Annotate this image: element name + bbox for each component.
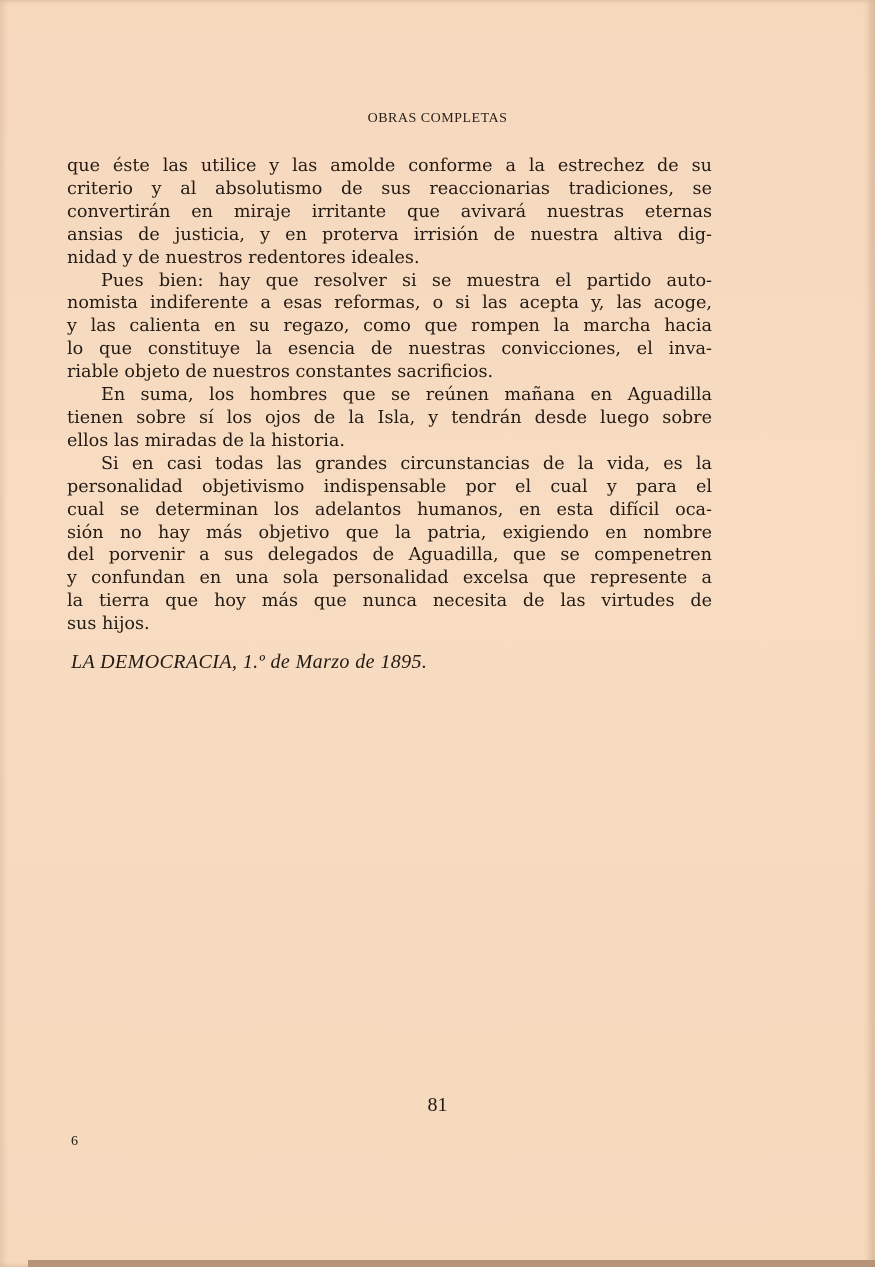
text-line: nidad y de nuestros redentores ideales. [67,247,420,268]
text-line: tienen sobre sí los ojos de la Isla, y tendrán desde luego sobre [67,407,712,428]
text-line: sus hijos. [67,614,150,635]
text-line: personalidad objetivismo indispensable por el cual y para el [67,476,712,497]
source-citation: LA DEMOCRACIA, 1.º de Marzo de 1895. [71,651,428,673]
page-edge [28,1260,875,1267]
text-line: y confundan en una sola personalidad excelsa que represente a [67,568,712,589]
text-line: ellos las miradas de la historia. [67,430,345,451]
text-line: del porvenir a sus delegados de Aguadilla, que se compenetren [67,545,712,566]
text-line: cual se determinan los adelantos humanos, en esta difícil oca- [67,499,712,520]
signature-mark: 6 [71,1134,78,1149]
text-line: Pues bien: hay que resolver si se muestra el partido auto- [101,270,712,291]
text-line: ansias de justicia, y en proterva irrisión de nuestra altiva dig- [67,224,712,245]
text-line: nomista indiferente a esas reformas, o si las acepta y, las acoge, [67,293,712,314]
text-line: En suma, los hombres que se reúnen mañana en Aguadilla [101,385,712,406]
text-line: la tierra que hoy más que nunca necesita de las virtudes de [67,591,712,612]
text-line: lo que constituye la esencia de nuestras convicciones, el inva- [67,339,712,360]
text-line: Si en casi todas las grandes circunstancias de la vida, es la [101,453,712,474]
running-head: OBRAS COMPLETAS [367,111,508,126]
body-text [67,155,712,636]
text-line: sión no hay más objetivo que la patria, exigiendo en nombre [67,522,712,543]
page-number: 81 [427,1094,448,1116]
text-line: riable objeto de nuestros constantes sacrificios. [67,362,494,383]
text-line: criterio y al absolutismo de sus reaccionarias tradiciones, se [67,178,712,199]
text-line: convertirán en miraje irritante que avivará nuestras eternas [67,201,712,222]
text-line: y las calienta en su regazo, como que rompen la marcha hacia [67,316,712,337]
text-line: que éste las utilice y las amolde conforme a la estrechez de su [67,156,712,176]
